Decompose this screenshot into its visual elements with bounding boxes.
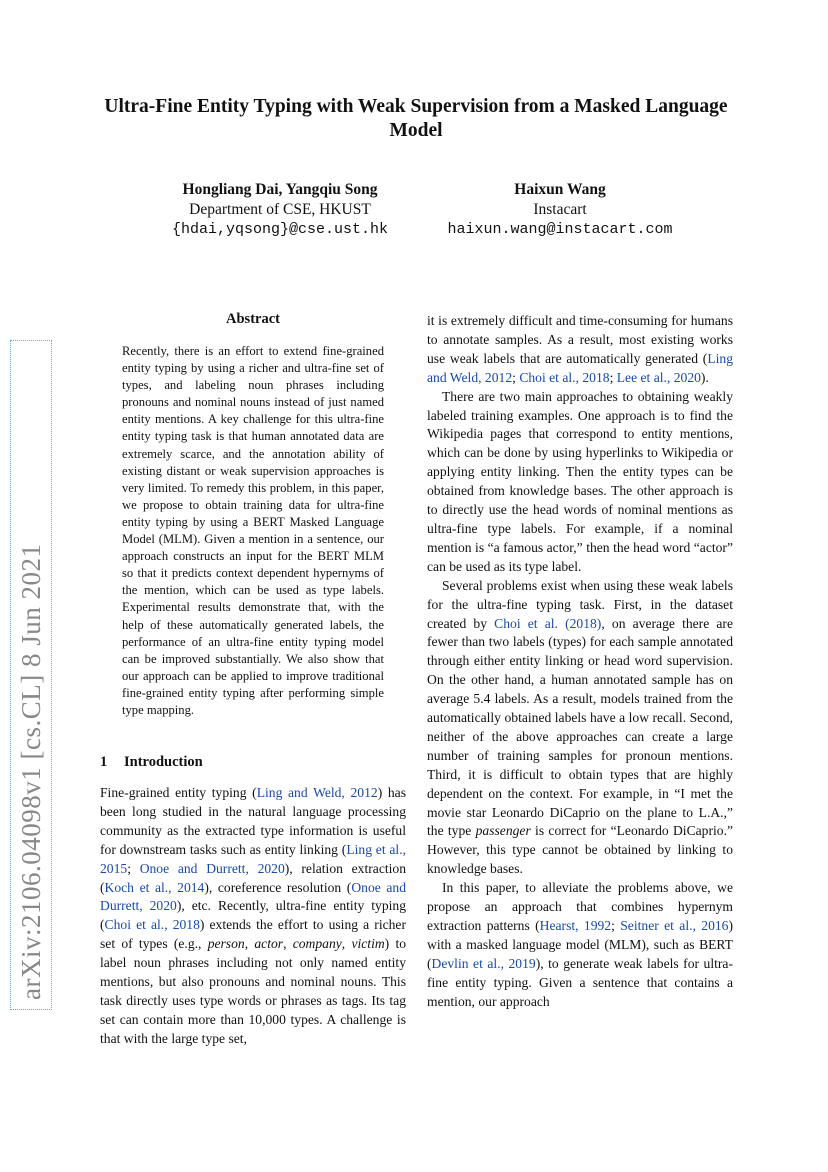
right-column (427, 312, 733, 1012)
author-affiliation: Instacart (533, 201, 587, 218)
paragraph-proposal: In this paper, to alleviate the problems above, we propose an approach that combines hypernym extraction patterns (Hearst, 1992; Seitner et al., 2016) with a masked language model (MLM), such as BERT (Devlin et al., 2019), to generate weak labels for ultra-fine entity typing. Given a sentence that contains a mention, our approach (427, 880, 733, 1009)
author-names: Hongliang Dai, Yangqiu Song (182, 181, 378, 198)
paper-title: Ultra-Fine Entity Typing with Weak Supervision from a Masked Language Model (104, 96, 728, 141)
author-block-2 (420, 180, 700, 240)
citation-link[interactable]: Onoe and Durrett, 2020 (100, 879, 406, 914)
left-column (100, 784, 406, 1049)
citation-link[interactable]: Ling and Weld, 2012 (256, 785, 378, 800)
arxiv-stamp-text: arXiv:2106.04098v1 [cs.CL] 8 Jun 2021 (16, 543, 46, 1000)
section-title: Introduction (124, 754, 203, 770)
citation-link[interactable]: Lee et al., 2020 (616, 369, 701, 385)
citation-link[interactable]: Ling and Weld, 2012 (427, 350, 733, 385)
paragraph-continuation: it is extremely difficult and time-consuming for humans to annotate samples. As a result, most existing works use weak labels that are automatically generated (Ling and Weld, 2012; Choi et al., 2018; Lee et al., 2020). (427, 313, 733, 385)
author-block-1 (140, 180, 420, 240)
abstract-heading: Abstract (226, 311, 280, 327)
author-email[interactable]: haixun.wang@instacart.com (447, 221, 673, 238)
section-heading (100, 754, 203, 771)
section-number: 1 (100, 754, 108, 770)
paragraph-problems: Several problems exist when using these weak labels for the ultra-fine typing task. First, in the dataset created by Choi et al. (2018), on average there are fewer than two labels (types) for each sample annotated through either entity linking or head word supervision. On the other hand, a human annotated sample has on average 5.4 labels. As a result, models trained from the automatically obtained labels have a low recall. Second, neither of the above approaches can create a large number of training samples for pronoun mentions. Third, it is difficult to obtain types that are highly dependent on the context. For example, in “I met the movie star Leonardo DiCaprio on the plane to L.A.,” the type passenger is correct for “Leonardo DiCaprio.” However, this type cannot be obtained by linking to knowledge bases. (427, 577, 734, 877)
citation-link[interactable]: Onoe and Durrett, 2020 (139, 860, 285, 876)
citation-link[interactable]: Koch et al., 2014 (104, 879, 205, 895)
paragraph-approaches: There are two main approaches to obtaining weakly labeled training examples. One approach is to find the Wikipedia pages that correspond to entity mentions, which can be done by using hyperlinks to Wikipedia or applying entity linking. Then the entity types can be obtained from knowledge bases. The other approach is to directly use the head words of nominal mentions as ultra-fine type labels. For example, if a nominal mention is “a famous actor,” then the head word “actor” can be used as its type label. (427, 388, 733, 574)
citation-link[interactable]: Choi et al., 2018 (519, 369, 610, 385)
abstract-body (122, 343, 384, 719)
citation-link[interactable]: Ling et al., 2015 (100, 841, 406, 876)
author-names: Haixun Wang (514, 181, 606, 198)
author-email[interactable]: {hdai,yqsong}@cse.ust.hk (171, 221, 389, 238)
citation-link[interactable]: Devlin et al., 2019 (431, 955, 536, 971)
citation-link[interactable]: Hearst, 1992 (539, 918, 612, 933)
citation-link[interactable]: Seitner et al., 2016 (620, 918, 729, 933)
intro-paragraph-1: Fine-grained entity typing (Ling and Weld, 2012) has been long studied in the natural language processing community as the extracted type information is useful for downstream tasks such as entity linking (Ling et al., 2015; Onoe and Durrett, 2020), relation extraction (Koch et al., 2014), coreference resolution (Onoe and Durrett, 2020), etc. Recently, ultra-fine entity typing (Choi et al., 2018) extends the effort to using a richer set of types (e.g., person, actor, company, victim) to label noun phrases including not only named entity mentions, but also pronouns and nominal nouns. This task directly uses type words or phrases as tags. Its tag set can contain more than 10,000 types. A challenge is that with the large type set, (100, 785, 407, 1046)
citation-link[interactable]: Choi et al., 2018 (104, 917, 200, 933)
author-affiliation: Department of CSE, HKUST (189, 201, 371, 218)
citation-link[interactable]: Choi et al. (2018) (494, 615, 602, 631)
abstract-text: Recently, there is an effort to extend fine-grained entity typing by using a richer and ultra-fine set of types, and labeling noun phrases including pronouns and nominal nouns instead of just named entity mentions. A key challenge for this ultra-fine entity typing task is that human annotated data are extremely scarce, and the annotation ability of existing distant or weak supervision approaches is very limited. To remedy this problem, in this paper, we propose to obtain training data for ultra-fine entity typing by using a BERT Masked Language Model (MLM). Given a mention in a sentence, our approach constructs an input for the BERT MLM so that it predicts context dependent hypernyms of the mention, which can be used as type labels. Experimental results demonstrate that, with the help of these automatically generated labels, the performance of an ultra-fine entity typing model can be improved substantially. We also show that our approach can be applied to improve traditional fine-grained entity typing after performing simple type mapping. (122, 344, 384, 717)
